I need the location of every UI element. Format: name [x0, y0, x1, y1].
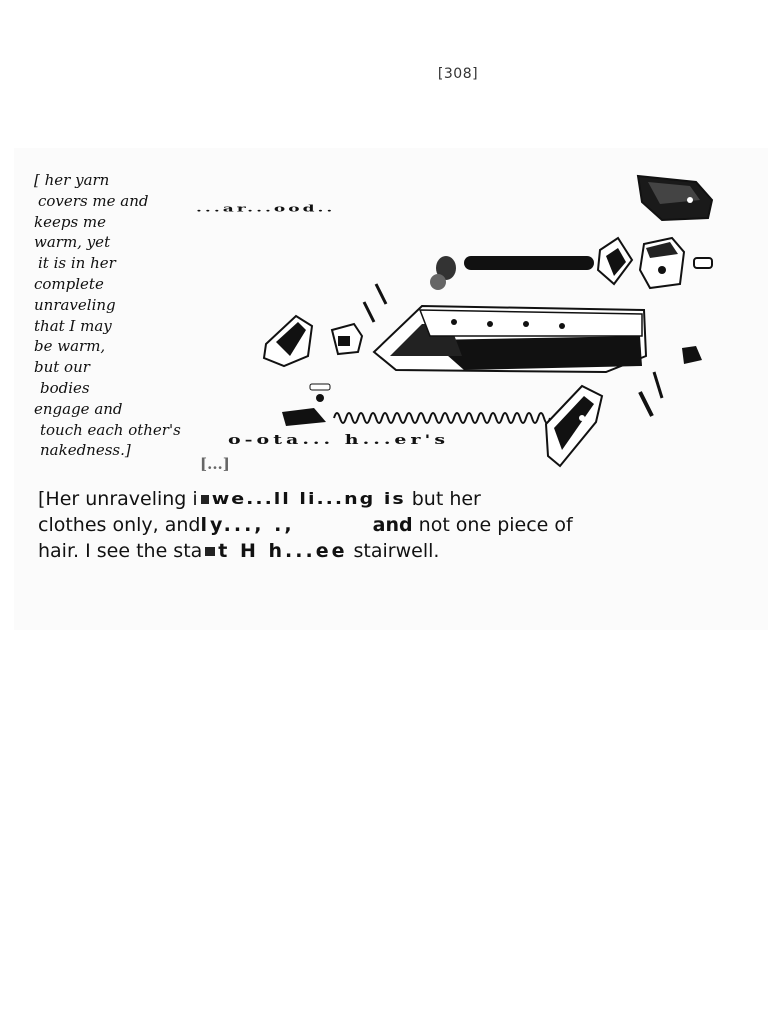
part-pin	[364, 302, 374, 322]
part-spring	[334, 413, 550, 423]
prose-text: hair. I see the sta	[38, 540, 203, 562]
prose-line-2	[38, 512, 573, 538]
prose-text: clothes only, and	[38, 514, 201, 536]
poem-line: be warm,	[34, 337, 106, 356]
poem-line: but our	[34, 358, 90, 377]
prose-text: but her	[411, 488, 481, 510]
poem-line: bodies	[40, 378, 90, 397]
prose-line-3	[38, 538, 439, 564]
poem-line: [ her yarn	[34, 171, 110, 189]
part-base-plate	[546, 386, 602, 466]
prose-line-1	[38, 486, 481, 512]
part-cube	[640, 238, 684, 288]
part-pin	[640, 392, 652, 416]
poem-line: warm, yet	[34, 233, 111, 252]
part-cap	[430, 256, 456, 290]
poem-line: touch each other's	[40, 420, 181, 439]
poem-line: covers me and	[38, 191, 149, 210]
exploded-parts-illustration	[250, 160, 720, 480]
distorted-text-row-3: [...]	[200, 455, 230, 473]
poem-line: complete	[34, 274, 104, 293]
prose-text: and	[372, 514, 413, 536]
poem-line: that I may	[34, 316, 112, 335]
prose-text: not one piece of	[418, 514, 573, 536]
poem-line: unraveling	[34, 295, 116, 314]
part-bracket	[264, 316, 312, 366]
part-pin	[654, 372, 662, 398]
part-rod	[464, 256, 594, 270]
part-bolt	[694, 258, 712, 268]
part-top-block	[638, 176, 712, 220]
part-trigger	[282, 384, 330, 426]
part-diamond-block	[598, 238, 632, 284]
prose-text: stairwell.	[353, 540, 440, 562]
poem-line: engage and	[34, 399, 123, 418]
part-pin	[376, 284, 386, 304]
part-small-square	[332, 324, 362, 354]
distorted-text: ly..., .,	[200, 514, 295, 536]
prose-text: [Her unraveling i	[38, 488, 198, 510]
poem-line: keeps me	[34, 212, 107, 231]
page-number: [308]	[437, 66, 479, 82]
poem-line: nakedness.]	[40, 441, 131, 460]
distorted-text-row-1: ...ar...ood..	[196, 203, 336, 214]
poem-line: it is in her	[38, 254, 116, 273]
part-main-housing	[374, 306, 646, 372]
distorted-text-row-2: o-ota... h...er's	[228, 432, 450, 448]
distorted-text: t H h...ee	[218, 540, 348, 562]
distorted-text: we...ll li...ng is	[211, 489, 406, 509]
part-clip	[682, 346, 702, 364]
